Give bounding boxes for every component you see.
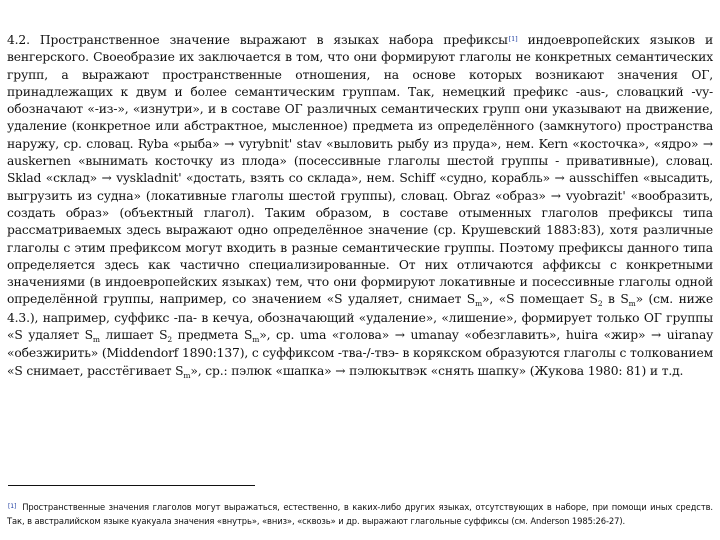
text-segment: », ср.: пэлюк «шапка» → пэлюкытвэк «снять шапку» (Жукова 1980: 81) и т.д. — [190, 363, 684, 378]
text-segment: », ср. uma «голова» → umanay «обезглавить», huira «жир» → uiranay «обезжирить» (Middendorf 1890:137), с суффиксом -твa-/-твэ- в корякском образуются глаголы с толкованием «S снимает, расстёгивает S — [7, 328, 713, 378]
text-segment: 4.2. Пространственное значение выражают в языках набора префиксы — [7, 33, 508, 47]
main-paragraph — [7, 32, 713, 381]
text-segment: в S — [602, 292, 629, 307]
text-segment: предмета S — [172, 328, 253, 343]
footnote-reference-link[interactable]: [1] — [508, 35, 518, 43]
text-segment: », «S помещает S — [482, 292, 598, 307]
subscript-2: 2 — [597, 299, 603, 309]
subscript-m: m — [628, 299, 636, 309]
subscript-m: m — [475, 299, 483, 309]
footnote — [7, 500, 713, 528]
subscript-2: 2 — [167, 335, 173, 345]
subscript-m: m — [92, 335, 100, 345]
text-segment: » (см. ниже 4.3.), например, суффикс -па- в кечуа, обозначающий «удаление», «лишение», формирует только ОГ группы «S удаляет S — [7, 292, 713, 343]
subscript-m: m — [252, 335, 260, 345]
footnote-marker-link[interactable]: [1] — [8, 503, 17, 510]
text-segment: лишает S — [99, 328, 168, 343]
text-segment: индоевропейских языков и венгерского. Своеобразие их заключается в том, что они формируют глаголы не конкретных семантических групп, а выражают пространственные отношения, на основе которых возникают значения ОГ, принадлежащих к двум и более семантическим группам. Так, немецкий префикс -aus-, словацкий -vy- обозначают «-из-», «изнутри», и в составе ОГ различных семантических групп они указывают на движение, удаление (конкретное или абстрактное, мысленное) предмета из определённого (замкнутого) пространства наружу, ср. словац. Ryba «рыба» → vyrybnit' stav «выловить рыбу из пруда», нем. Kern «косточка», «ядро» → auskernen «вынимать косточку из плода» (посессивные глаголы шестой группы - привативные), словац. Sklad «склад» → vyskladnit' «достать, взять со склада», нем. Schiff «судно, корабль» → ausschiffen «высадить, выгрузить из судна» (локативные глаголы шестой группы), словац. Obraz «образ» → vyobrazit' «вообразить, создать образ» (объектный глагол). Таким образом, в составе отыменных глаголов префиксы типа рассматриваемых здесь выражают одно определённое значение (ср. Крушевский 1883:83), хотя различные глаголы с этим префиксом могут входить в разные семантические группы. Поэтому префиксы данного типа определяется здесь как частично специализированные. От них отличаются аффиксы с конкретными значениями (в индоевропейских языках) тем, что они формируют локативные и посессивные глаголы одной определённой группы, например, со значением «S удаляет, снимает S — [7, 33, 714, 307]
footnote-paragraph — [7, 500, 713, 528]
footnote-divider — [8, 485, 255, 486]
paragraph-4-2 — [7, 32, 713, 381]
footnote-text: Пространственные значения глаголов могут выражаться, естественно, в каких-либо других языках, отсутствующих в наборе, при помощи иных средств. Так, в австралийском языке куакуала значения «внутрь», «вниз», «сквозь» и др. выражают глагольные суффиксы (см. Anderson 1985:26-27). — [7, 502, 713, 526]
subscript-m: m — [183, 370, 191, 380]
